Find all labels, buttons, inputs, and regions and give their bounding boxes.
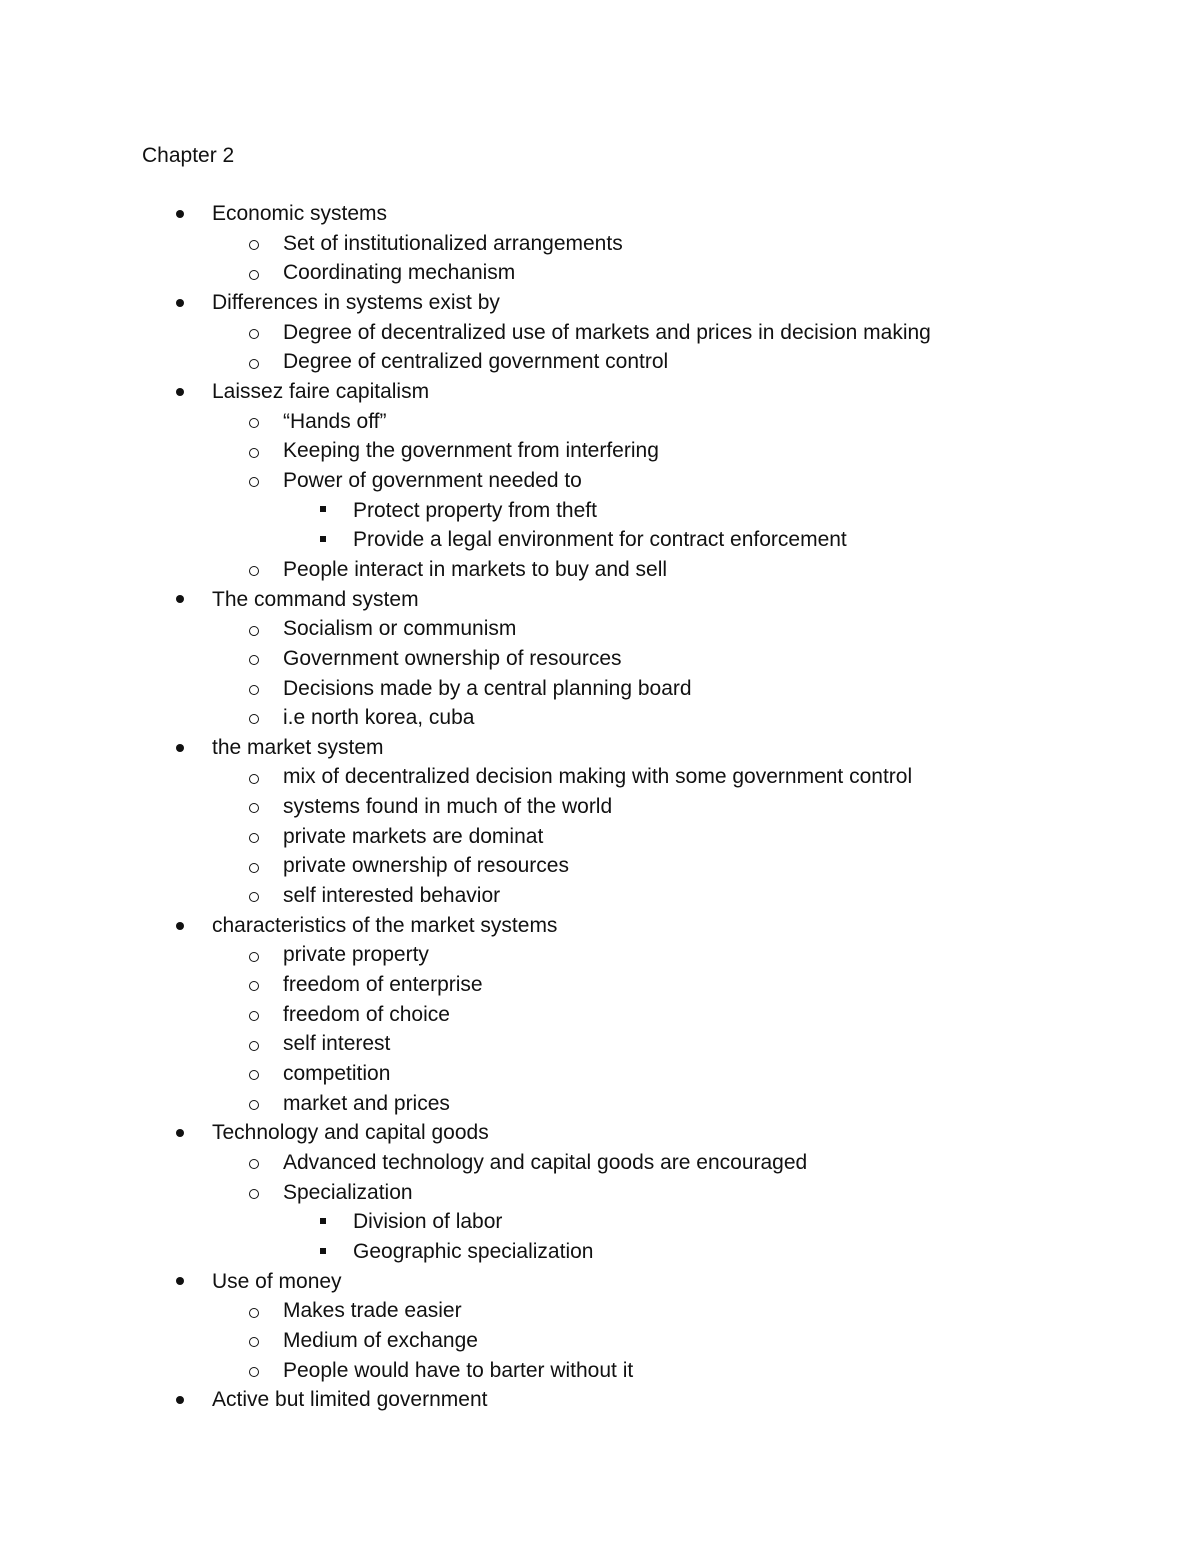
outline-item-level-2 bbox=[0, 762, 1200, 792]
outline-item-text: Keeping the government from interfering bbox=[283, 439, 659, 463]
bullet-circle-icon bbox=[245, 1059, 263, 1089]
bullet-circle-icon bbox=[245, 851, 263, 881]
bullet-square-icon-glyph bbox=[320, 536, 326, 542]
outline-item-text: private ownership of resources bbox=[283, 854, 569, 878]
bullet-dot-icon-glyph bbox=[176, 1129, 184, 1137]
outline-item-level-2 bbox=[0, 792, 1200, 822]
bullet-dot-icon-glyph bbox=[176, 210, 184, 218]
outline-item-text: mix of decentralized decision making with some government control bbox=[283, 765, 913, 789]
bullet-circle-icon-glyph bbox=[249, 1189, 259, 1199]
outline-item-level-2 bbox=[0, 822, 1200, 852]
outline-item-text: The command system bbox=[212, 587, 419, 611]
bullet-circle-icon-glyph bbox=[249, 1159, 259, 1169]
bullet-dot-icon-glyph bbox=[176, 922, 184, 930]
outline-item-text: Economic systems bbox=[212, 202, 388, 225]
bullet-circle-icon-glyph bbox=[249, 774, 259, 784]
bullet-circle-icon-glyph bbox=[249, 833, 259, 843]
bullet-dot-icon-glyph bbox=[176, 299, 184, 307]
outline-item-text: Degree of decentralized use of markets and prices in decision making bbox=[283, 320, 931, 344]
bullet-circle-icon-glyph bbox=[249, 566, 259, 576]
outline-item-level-2 bbox=[0, 555, 1200, 585]
outline-item-text: Government ownership of resources bbox=[283, 646, 622, 670]
bullet-circle-icon-glyph bbox=[249, 981, 259, 991]
bullet-circle-icon bbox=[245, 436, 263, 466]
outline-item-text: Division of labor bbox=[353, 1210, 503, 1234]
outline-item-level-1 bbox=[0, 911, 1200, 941]
outline-item-level-2 bbox=[0, 229, 1200, 259]
bullet-circle-icon bbox=[245, 703, 263, 733]
bullet-circle-icon-glyph bbox=[249, 270, 259, 280]
bullet-square-icon-glyph bbox=[320, 506, 326, 512]
bullet-circle-icon bbox=[245, 1326, 263, 1356]
bullet-dot-icon bbox=[172, 288, 188, 318]
outline-item-text: Active but limited government bbox=[212, 1388, 488, 1412]
outline-item-text: market and prices bbox=[283, 1091, 450, 1115]
bullet-circle-icon-glyph bbox=[249, 1337, 259, 1347]
outline-item-level-2 bbox=[0, 347, 1200, 377]
outline-item-level-2 bbox=[0, 1089, 1200, 1119]
outline-item-text: Technology and capital goods bbox=[212, 1121, 489, 1145]
bullet-square-icon bbox=[315, 525, 331, 555]
outline-item-text: self interest bbox=[283, 1032, 391, 1056]
bullet-square-icon bbox=[315, 1237, 331, 1267]
bullet-circle-icon-glyph bbox=[249, 1100, 259, 1110]
outline-item-level-3 bbox=[0, 1207, 1200, 1237]
bullet-circle-icon bbox=[245, 1356, 263, 1386]
outline-item-level-2 bbox=[0, 614, 1200, 644]
outline-item-text: People would have to barter without it bbox=[283, 1358, 634, 1382]
bullet-circle-icon-glyph bbox=[249, 803, 259, 813]
outline-item-level-2 bbox=[0, 258, 1200, 288]
bullet-circle-icon-glyph bbox=[249, 477, 259, 487]
outline-item-text: freedom of enterprise bbox=[283, 973, 483, 997]
outline-item-text: Coordinating mechanism bbox=[283, 261, 516, 285]
outline-item-level-1 bbox=[0, 199, 1200, 229]
outline-item-text: self interested behavior bbox=[283, 884, 501, 908]
outline-item-text: Provide a legal environment for contract enforcement bbox=[353, 528, 847, 552]
bullet-dot-icon bbox=[172, 377, 188, 407]
bullet-circle-icon bbox=[245, 940, 263, 970]
outline-item-level-2 bbox=[0, 466, 1200, 496]
outline-item-text: “Hands off” bbox=[283, 409, 387, 433]
bullet-circle-icon-glyph bbox=[249, 626, 259, 636]
bullet-circle-icon-glyph bbox=[249, 359, 259, 369]
bullet-circle-icon bbox=[245, 229, 263, 259]
outline-item-level-2 bbox=[0, 674, 1200, 704]
bullet-circle-icon bbox=[245, 555, 263, 585]
bullet-circle-icon-glyph bbox=[249, 1011, 259, 1021]
bullet-circle-icon bbox=[245, 1000, 263, 1030]
outline-item-text: freedom of choice bbox=[283, 1002, 450, 1026]
outline-item-level-2 bbox=[0, 1326, 1200, 1356]
bullet-circle-icon bbox=[245, 1089, 263, 1119]
bullet-dot-icon-glyph bbox=[176, 595, 184, 603]
outline-item-text: competition bbox=[283, 1062, 391, 1086]
outline-item-level-2 bbox=[0, 1000, 1200, 1030]
bullet-square-icon-glyph bbox=[320, 1218, 326, 1224]
outline-item-level-2 bbox=[0, 1148, 1200, 1178]
bullet-circle-icon-glyph bbox=[249, 1070, 259, 1080]
outline-item-text: the market system bbox=[212, 735, 384, 759]
outline-item-level-2 bbox=[0, 881, 1200, 911]
bullet-circle-icon bbox=[245, 1148, 263, 1178]
bullet-circle-icon-glyph bbox=[249, 418, 259, 428]
bullet-circle-icon bbox=[245, 644, 263, 674]
outline-item-level-2 bbox=[0, 940, 1200, 970]
outline-item-text: Decisions made by a central planning board bbox=[283, 676, 692, 700]
outline-item-level-1 bbox=[0, 733, 1200, 763]
outline-item-level-3 bbox=[0, 525, 1200, 555]
bullet-circle-icon-glyph bbox=[249, 240, 259, 250]
outline-item-level-2 bbox=[0, 407, 1200, 437]
bullet-dot-icon-glyph bbox=[176, 744, 184, 752]
bullet-circle-icon-glyph bbox=[249, 1367, 259, 1377]
bullet-dot-icon bbox=[172, 199, 188, 229]
outline-item-level-2 bbox=[0, 1029, 1200, 1059]
outline-list bbox=[0, 199, 1200, 1415]
bullet-circle-icon-glyph bbox=[249, 448, 259, 458]
page-title: Chapter 2 bbox=[142, 144, 235, 167]
outline-item-text: People interact in markets to buy and sell bbox=[283, 557, 668, 581]
outline-item-text: Use of money bbox=[212, 1269, 342, 1293]
bullet-circle-icon-glyph bbox=[249, 863, 259, 873]
outline-item-level-1 bbox=[0, 1385, 1200, 1415]
outline-item-level-2 bbox=[0, 1356, 1200, 1386]
bullet-circle-icon-glyph bbox=[249, 892, 259, 902]
bullet-square-icon bbox=[315, 1207, 331, 1237]
bullet-dot-icon bbox=[172, 1118, 188, 1148]
outline-item-text: private markets are dominat bbox=[283, 824, 544, 848]
outline-item-text: Geographic specialization bbox=[353, 1239, 594, 1263]
bullet-dot-icon-glyph bbox=[176, 1396, 184, 1404]
bullet-circle-icon-glyph bbox=[249, 952, 259, 962]
bullet-circle-icon bbox=[245, 1029, 263, 1059]
outline-item-text: Set of institutionalized arrangements bbox=[283, 231, 623, 255]
bullet-square-icon-glyph bbox=[320, 1248, 326, 1254]
outline-item-text: Degree of centralized government control bbox=[283, 350, 669, 374]
outline-item-level-3 bbox=[0, 1237, 1200, 1267]
outline-item-text: Specialization bbox=[283, 1180, 413, 1204]
outline-item-text: characteristics of the market systems bbox=[212, 913, 558, 937]
outline-item-level-2 bbox=[0, 703, 1200, 733]
bullet-circle-icon-glyph bbox=[249, 1041, 259, 1051]
outline-item-level-2 bbox=[0, 1296, 1200, 1326]
outline-item-level-1 bbox=[0, 1267, 1200, 1297]
bullet-circle-icon bbox=[245, 822, 263, 852]
bullet-dot-icon bbox=[172, 733, 188, 763]
outline-item-level-1 bbox=[0, 377, 1200, 407]
outline-item-level-2 bbox=[0, 970, 1200, 1000]
bullet-circle-icon bbox=[245, 1296, 263, 1326]
bullet-dot-icon-glyph bbox=[176, 1277, 184, 1285]
bullet-dot-icon bbox=[172, 585, 188, 615]
outline-item-text: Medium of exchange bbox=[283, 1328, 478, 1352]
bullet-circle-icon-glyph bbox=[249, 329, 259, 339]
outline-item-level-3 bbox=[0, 496, 1200, 526]
outline-item-text: private property bbox=[283, 943, 429, 967]
outline-item-text: Laissez faire capitalism bbox=[212, 379, 430, 403]
outline-item-level-2 bbox=[0, 851, 1200, 881]
outline-item-level-1 bbox=[0, 585, 1200, 615]
outline-item-level-2 bbox=[0, 318, 1200, 348]
bullet-circle-icon bbox=[245, 792, 263, 822]
outline-item-level-1 bbox=[0, 288, 1200, 318]
bullet-dot-icon-glyph bbox=[176, 388, 184, 396]
outline-item-level-2 bbox=[0, 1059, 1200, 1089]
bullet-circle-icon bbox=[245, 407, 263, 437]
bullet-circle-icon-glyph bbox=[249, 714, 259, 724]
bullet-circle-icon bbox=[245, 1178, 263, 1208]
bullet-circle-icon bbox=[245, 881, 263, 911]
bullet-dot-icon bbox=[172, 1385, 188, 1415]
outline-item-level-1 bbox=[0, 1118, 1200, 1148]
bullet-circle-icon bbox=[245, 674, 263, 704]
outline-item-text: Advanced technology and capital goods are encouraged bbox=[283, 1151, 808, 1174]
outline-item-text: Differences in systems exist by bbox=[212, 290, 500, 314]
bullet-circle-icon bbox=[245, 466, 263, 496]
outline-item-text: Protect property from theft bbox=[353, 498, 597, 522]
bullet-circle-icon bbox=[245, 318, 263, 348]
bullet-circle-icon bbox=[245, 762, 263, 792]
outline-item-text: Socialism or communism bbox=[283, 617, 517, 641]
bullet-square-icon bbox=[315, 496, 331, 526]
outline-item-level-2 bbox=[0, 436, 1200, 466]
outline-item-level-2 bbox=[0, 1178, 1200, 1208]
bullet-circle-icon bbox=[245, 614, 263, 644]
bullet-circle-icon bbox=[245, 258, 263, 288]
outline-item-text: systems found in much of the world bbox=[283, 795, 613, 819]
bullet-circle-icon-glyph bbox=[249, 655, 259, 665]
bullet-dot-icon bbox=[172, 911, 188, 941]
bullet-circle-icon bbox=[245, 970, 263, 1000]
outline-item-text: Power of government needed to bbox=[283, 468, 582, 492]
outline-item-text: i.e north korea, cuba bbox=[283, 706, 475, 730]
outline-item-level-2 bbox=[0, 644, 1200, 674]
bullet-circle-icon bbox=[245, 347, 263, 377]
outline-item-text: Makes trade easier bbox=[283, 1299, 462, 1323]
bullet-circle-icon-glyph bbox=[249, 1308, 259, 1318]
bullet-dot-icon bbox=[172, 1267, 188, 1297]
bullet-circle-icon-glyph bbox=[249, 685, 259, 695]
